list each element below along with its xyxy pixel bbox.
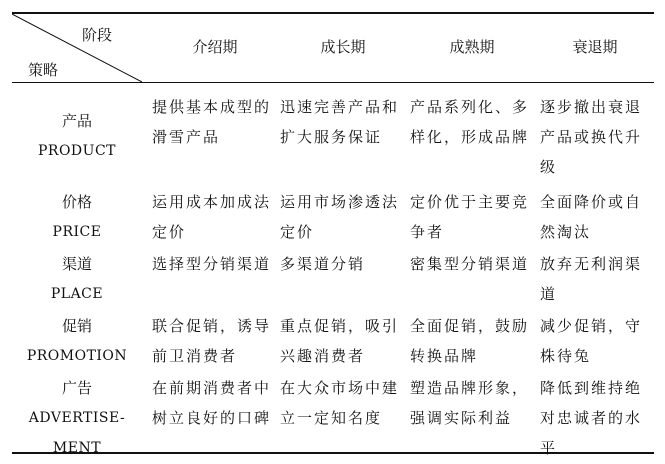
header-row: [12, 14, 654, 82]
row-label-cn: 促销: [61, 317, 92, 335]
table-cell: 重点促销，吸引兴趣消费者: [280, 317, 400, 365]
row-label-cn: 产品: [61, 112, 92, 130]
column-header-growth: 成长期: [320, 38, 366, 56]
row-label-cn: 价格: [61, 193, 92, 211]
row-label-advertisement: [12, 373, 142, 463]
table-row-product: [12, 92, 654, 187]
table-cell: 运用市场渗透法定价: [280, 193, 400, 241]
table-cell: 迅速完善产品和扩大服务保证: [280, 98, 400, 146]
table-row-advertisement: [12, 373, 654, 463]
table-cell: 全面促销，鼓励转换品牌: [410, 317, 530, 365]
column-header-decline: 衰退期: [572, 38, 618, 56]
row-label-price: [12, 187, 142, 247]
row-label-cn: 渠道: [61, 255, 92, 273]
table-cell: 密集型分销渠道: [410, 255, 530, 273]
table-cell: 提供基本成型的滑雪产品: [152, 98, 272, 146]
diagonal-header-cell: [12, 14, 142, 82]
row-label-place: [12, 249, 142, 309]
table-cell: 在大众市场中建立一定知名度: [280, 379, 400, 427]
row-label-en: ADVERTISE-MENT: [28, 410, 126, 456]
table-row-price: [12, 187, 654, 249]
table-cell: 减少促销，守株待兔: [540, 317, 643, 365]
row-label-promotion: [12, 311, 142, 371]
table-row-place: [12, 249, 654, 311]
table-cell: 逐步撤出衰退产品或换代升级: [540, 98, 643, 176]
row-label-cn: 广告: [61, 379, 92, 397]
strategy-label: 策略: [28, 61, 59, 79]
row-label-en: PLACE: [50, 286, 104, 302]
table-cell: 在前期消费者中树立良好的口碑: [152, 379, 272, 427]
table-cell: 多渠道分销: [280, 255, 366, 273]
header-rule: [12, 82, 654, 83]
table-cell: 塑造品牌形象，强调实际利益: [410, 379, 530, 427]
table-cell: 全面降价或自然淘汰: [540, 193, 643, 241]
column-header-introduction: 介绍期: [192, 38, 238, 56]
table-cell: 联合促销，诱导前卫消费者: [152, 317, 272, 365]
row-label-en: PROMOTION: [26, 348, 128, 364]
table-cell: 运用成本加成法定价: [152, 193, 272, 241]
column-header-maturity: 成熟期: [449, 38, 495, 56]
table-cell: 降低到维持绝对忠诚者的水平: [540, 379, 643, 457]
table-cell: 放弃无利润渠道: [540, 255, 643, 303]
row-label-product: [12, 106, 142, 166]
table-row-promotion: [12, 311, 654, 373]
table-cell: 定价优于主要竞争者: [410, 193, 530, 241]
stage-label: 阶段: [81, 26, 112, 44]
table-body: [12, 92, 654, 463]
table-cell: 产品系列化、多样化，形成品牌: [410, 98, 530, 146]
row-label-en: PRODUCT: [37, 143, 116, 159]
row-label-en: PRICE: [52, 224, 102, 240]
table-cell: 选择型分销渠道: [152, 255, 272, 273]
